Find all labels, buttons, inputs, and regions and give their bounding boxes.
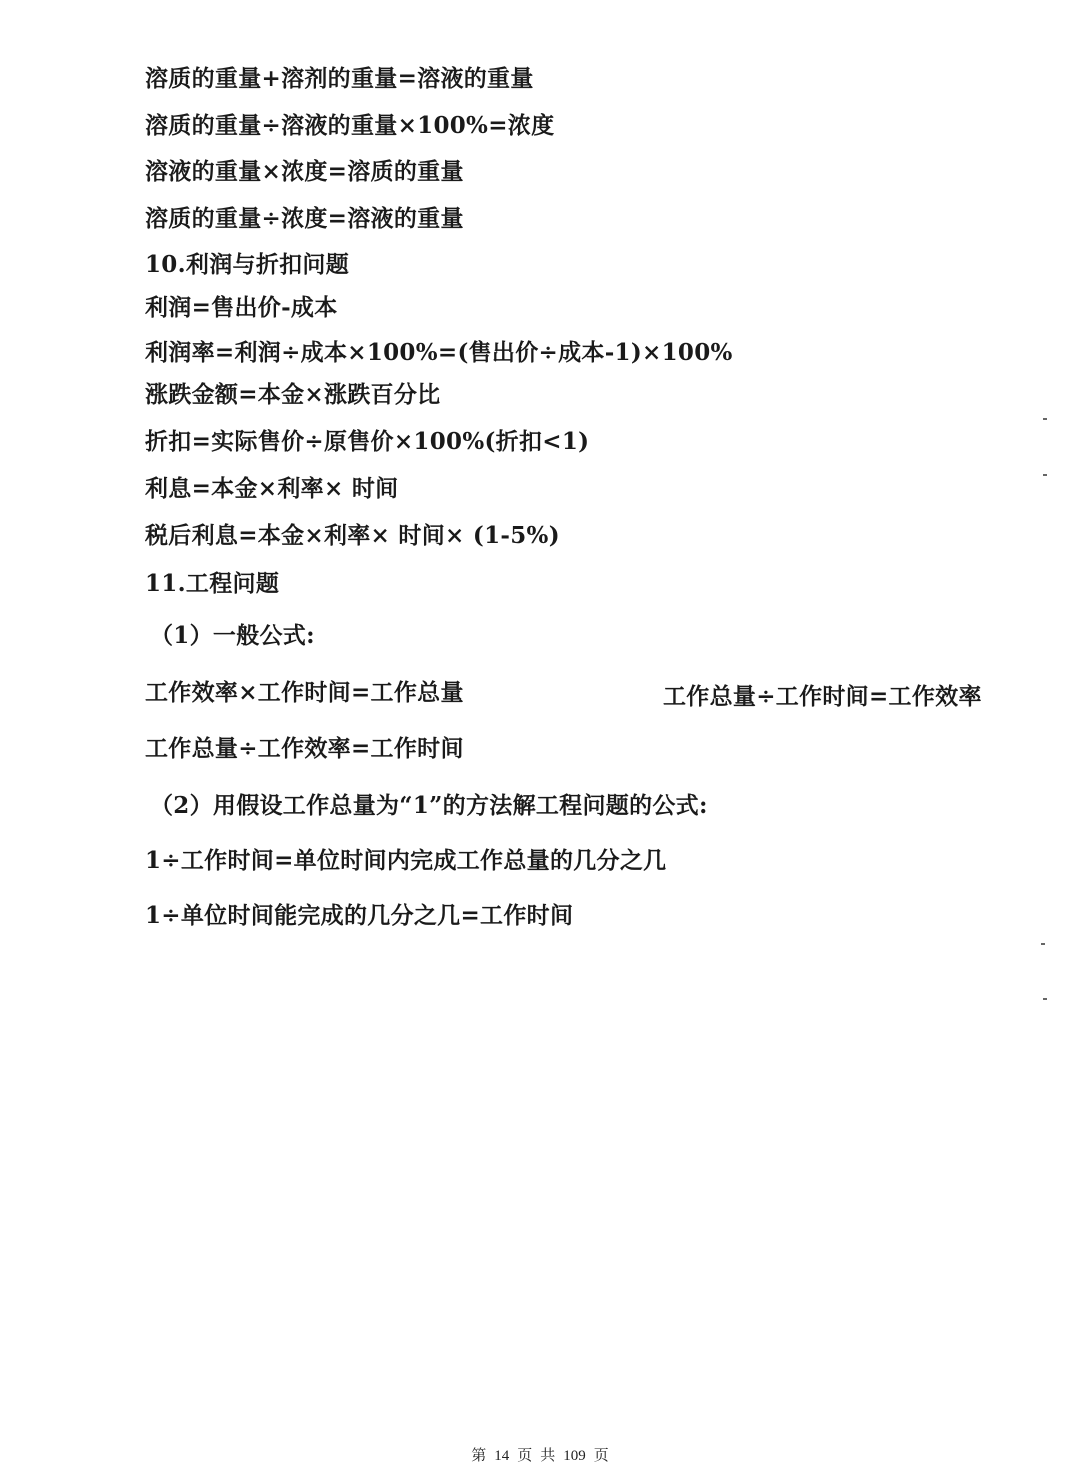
formula-time-from-fraction: 1÷单位时间能完成的几分之几=工作时间: [145, 902, 574, 929]
footer-suffix: 页: [593, 1448, 609, 1464]
scan-mark: [1043, 474, 1047, 476]
formula-discount: 折扣=实际售价÷原售价×100%(折扣<1): [145, 428, 590, 455]
scan-mark: [1043, 418, 1047, 420]
section-heading-profit-discount: 10.利润与折扣问题: [145, 251, 350, 278]
section-heading-engineering: 11.工程问题: [145, 570, 280, 597]
formula-after-tax-interest: 税后利息=本金×利率× 时间× (1-5%): [145, 522, 560, 549]
formula-work-time: 工作总量÷工作效率=工作时间: [145, 735, 464, 762]
footer-total-word: 共: [540, 1448, 556, 1464]
scan-mark: [1043, 998, 1047, 1000]
footer-prefix: 第: [471, 1448, 487, 1464]
page-footer: [0, 1444, 1080, 1465]
footer-total-pages: 109: [563, 1448, 586, 1464]
formula-work-total: 工作效率×工作时间=工作总量: [145, 679, 464, 706]
formula-fraction-per-unit-time: 1÷工作时间=单位时间内完成工作总量的几分之几: [145, 847, 667, 874]
footer-page-word: 页: [517, 1448, 533, 1464]
formula-profit-rate: 利润率=利润÷成本×100%=(售出价÷成本-1)×100%: [145, 339, 733, 366]
formula-profit: 利润=售出价-成本: [145, 294, 338, 321]
formula-solution-from-concentration: 溶质的重量÷浓度=溶液的重量: [145, 205, 464, 232]
formula-change-amount: 涨跌金额=本金×涨跌百分比: [145, 381, 441, 408]
formula-concentration: 溶质的重量÷溶液的重量×100%=浓度: [145, 112, 555, 139]
subheading-general-formula: （1）一般公式:: [150, 622, 315, 649]
footer-page-number: 14: [494, 1448, 510, 1464]
formula-work-efficiency: 工作总量÷工作时间=工作效率: [663, 683, 982, 710]
formula-solution-weight: 溶质的重量+溶剂的重量=溶液的重量: [145, 65, 534, 92]
scan-mark: [1041, 943, 1045, 945]
formula-interest: 利息=本金×利率× 时间: [145, 475, 399, 502]
formula-solute-weight: 溶液的重量×浓度=溶质的重量: [145, 158, 464, 185]
subheading-assume-one: （2）用假设工作总量为“1”的方法解工程问题的公式:: [150, 792, 708, 819]
